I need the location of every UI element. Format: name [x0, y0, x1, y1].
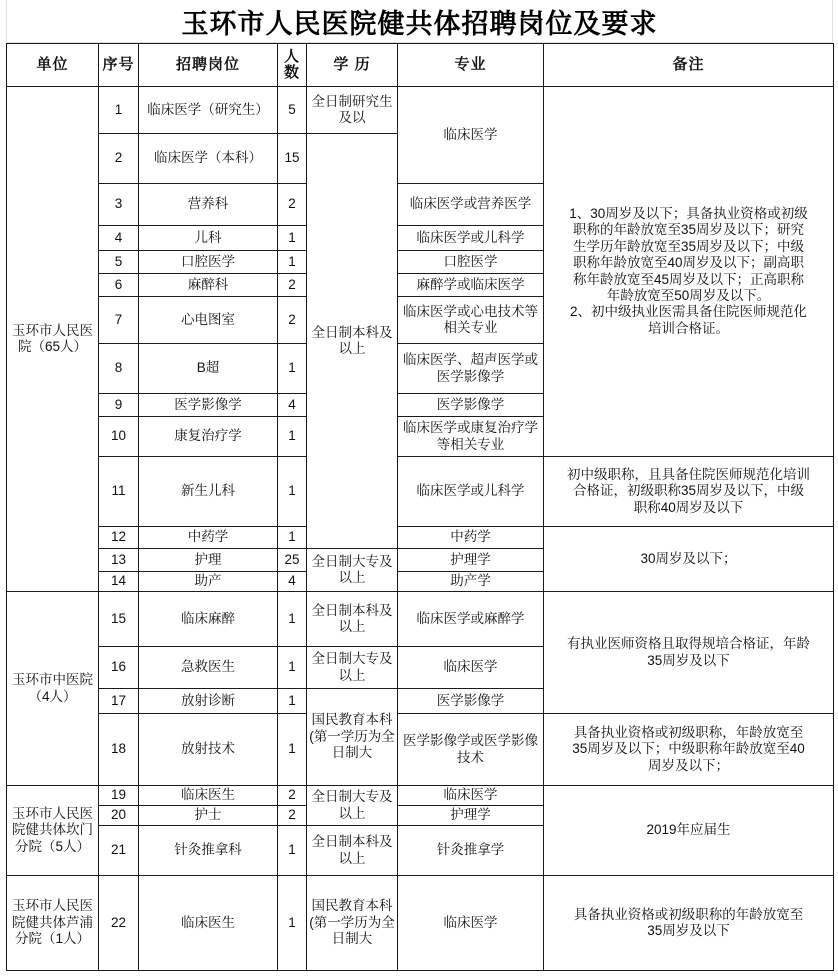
remark-line: 培训合格证。	[648, 320, 729, 336]
cell-position: 针灸推拿科	[139, 826, 278, 876]
cell-remarks-block2	[544, 457, 834, 527]
table-row	[7, 714, 834, 786]
cell-major: 临床医学或心电技术等相关专业	[398, 297, 544, 344]
cell-position: 新生儿科	[139, 457, 278, 527]
cell-position: 临床医生	[139, 786, 278, 806]
header-seq: 序号	[99, 44, 139, 87]
header-major: 专业	[398, 44, 544, 87]
cell-seq: 3	[99, 184, 139, 226]
remark-line: 称年龄放宽至45周岁及以下；正高职称	[572, 271, 804, 287]
cell-unit-2: 玉环市人民医院健共体坎门分院（5人）	[7, 786, 99, 876]
cell-remarks-block6	[544, 786, 834, 876]
remark-line: 初中级职称，且具备住院医师规范化培训	[567, 466, 810, 482]
cell-major: 临床医学或营养医学	[398, 184, 544, 226]
cell-remarks-block3	[544, 527, 834, 592]
cell-count: 2	[278, 806, 307, 826]
cell-position: 护理	[139, 549, 278, 572]
remark-line: 具备执业资格或初级职称，年龄放宽至	[573, 724, 804, 740]
cell-count: 1	[278, 714, 307, 786]
header-count	[278, 44, 307, 87]
cell-count: 1	[278, 344, 307, 394]
cell-position: 心电图室	[139, 297, 278, 344]
cell-education-bachelor: 全日制本科及以上	[307, 134, 398, 549]
cell-position: 营养科	[139, 184, 278, 226]
table-row	[7, 592, 834, 647]
cell-count: 1	[278, 876, 307, 971]
cell-position: 放射诊断	[139, 689, 278, 714]
cell-position: 中药学	[139, 527, 278, 549]
cell-major: 临床医学或康复治疗学等相关专业	[398, 417, 544, 457]
cell-count: 4	[278, 572, 307, 592]
cell-major: 针灸推拿学	[398, 826, 544, 876]
cell-position: 急救医生	[139, 647, 278, 689]
cell-seq: 8	[99, 344, 139, 394]
cell-seq: 14	[99, 572, 139, 592]
cell-education-grad: 全日制研究生及以	[307, 87, 398, 134]
header-remarks: 备注	[544, 44, 834, 87]
cell-remarks-block1	[544, 87, 834, 457]
remark-line: 有执业医师资格且取得规培合格证，年龄	[567, 636, 810, 652]
remark-line: 35周岁及以下	[647, 652, 730, 668]
cell-seq: 18	[99, 714, 139, 786]
cell-major: 临床医学或儿科学	[398, 226, 544, 251]
cell-seq: 6	[99, 274, 139, 297]
remark-line: 生学历年龄放宽至35周岁及以下；中级	[572, 238, 804, 254]
cell-seq: 7	[99, 297, 139, 344]
header-count-line1: 人	[283, 48, 300, 66]
cell-seq: 15	[99, 592, 139, 647]
cell-count: 2	[278, 786, 307, 806]
cell-major: 麻醉学或临床医学	[398, 274, 544, 297]
cell-seq: 12	[99, 527, 139, 549]
cell-seq: 22	[99, 876, 139, 971]
cell-position: 临床医生	[139, 876, 278, 971]
cell-education-national: 国民教育本科(第一学历为全日制大	[307, 689, 398, 786]
remark-line: 35周岁及以下；中级职称年龄放宽至40	[572, 741, 805, 757]
remark-line: 具备执业资格或初级职称的年龄放宽至	[573, 906, 804, 922]
cell-position: 临床麻醉	[139, 592, 278, 647]
header-education: 学 历	[307, 44, 398, 87]
cell-major: 临床医学	[398, 87, 544, 184]
cell-major: 医学影像学	[398, 394, 544, 417]
cell-seq: 2	[99, 134, 139, 184]
cell-unit-1: 玉环市中医院（4人）	[7, 592, 99, 786]
cell-position: 助产	[139, 572, 278, 592]
cell-seq: 11	[99, 457, 139, 527]
table-header-row	[7, 44, 834, 87]
cell-major: 护理学	[398, 549, 544, 572]
cell-major: 临床医学或麻醉学	[398, 592, 544, 647]
header-position: 招聘岗位	[139, 44, 278, 87]
table-row	[7, 457, 834, 527]
cell-count: 15	[278, 134, 307, 184]
cell-seq: 21	[99, 826, 139, 876]
cell-major: 临床医学	[398, 876, 544, 971]
cell-major: 临床医学、超声医学或医学影像学	[398, 344, 544, 394]
cell-position: 放射技术	[139, 714, 278, 786]
cell-major: 医学影像学或医学影像技术	[398, 714, 544, 786]
cell-education-college: 全日制大专及以上	[307, 786, 398, 826]
remark-line: 年龄放宽至50周岁及以下。	[606, 287, 771, 303]
cell-seq: 5	[99, 251, 139, 274]
table-row	[7, 786, 834, 806]
cell-position: 口腔医学	[139, 251, 278, 274]
cell-count: 1	[278, 527, 307, 549]
cell-count: 1	[278, 826, 307, 876]
cell-major: 临床医学	[398, 647, 544, 689]
remark-line: 2、初中级执业医需具备住院医师规范化	[569, 304, 807, 320]
cell-position: 医学影像学	[139, 394, 278, 417]
cell-seq: 17	[99, 689, 139, 714]
cell-education-bachelor: 全日制本科及以上	[307, 592, 398, 647]
cell-education-college: 全日制大专及以上	[307, 647, 398, 689]
cell-major: 临床医学	[398, 786, 544, 806]
cell-count: 1	[278, 226, 307, 251]
cell-major: 护理学	[398, 806, 544, 826]
remark-line: 2019年应届生	[646, 822, 731, 838]
cell-seq: 4	[99, 226, 139, 251]
cell-seq: 20	[99, 806, 139, 826]
remark-line: 1、30周岁及以下；具备执业资格或初级	[569, 205, 808, 221]
cell-count: 1	[278, 647, 307, 689]
cell-education-national: 国民教育本科(第一学历为全日制大	[307, 876, 398, 971]
cell-remarks-block4	[544, 592, 834, 714]
remark-line: 35周岁及以下	[647, 923, 730, 938]
cell-seq: 10	[99, 417, 139, 457]
cell-position: 康复治疗学	[139, 417, 278, 457]
remark-line: 职称的年龄放宽至35周岁及以下；研究	[572, 222, 804, 238]
cell-seq: 13	[99, 549, 139, 572]
remark-line: 周岁及以下；	[648, 757, 729, 773]
cell-count: 1	[278, 251, 307, 274]
page-title-band	[6, 0, 833, 43]
cell-major: 口腔医学	[398, 251, 544, 274]
cell-major: 医学影像学	[398, 689, 544, 714]
cell-remarks-block7	[544, 876, 834, 971]
cell-education-college: 全日制大专及以上	[307, 549, 398, 592]
table-row	[7, 87, 834, 134]
remark-line: 职称年龄放宽至40周岁及以下；副高职	[572, 255, 804, 271]
cell-count: 4	[278, 394, 307, 417]
cell-count: 2	[278, 274, 307, 297]
cell-seq: 19	[99, 786, 139, 806]
page-title: 玉环市人民医院健共体招聘岗位及要求	[181, 8, 658, 40]
cell-major: 助产学	[398, 572, 544, 592]
cell-position: 麻醉科	[139, 274, 278, 297]
cell-position: 临床医学（研究生）	[139, 87, 278, 134]
recruitment-table	[6, 43, 834, 971]
cell-seq: 1	[99, 87, 139, 134]
table-row	[7, 876, 834, 971]
cell-seq: 9	[99, 394, 139, 417]
table-row	[7, 527, 834, 549]
header-count-line2: 数	[283, 64, 300, 81]
cell-count: 1	[278, 592, 307, 647]
cell-count: 2	[278, 184, 307, 226]
cell-count: 5	[278, 87, 307, 134]
cell-unit-0: 玉环市人民医院（65人）	[7, 87, 99, 592]
cell-position: 临床医学（本科）	[139, 134, 278, 184]
cell-major: 中药学	[398, 527, 544, 549]
cell-position: 儿科	[139, 226, 278, 251]
cell-count: 1	[278, 689, 307, 714]
cell-remarks-block5	[544, 714, 834, 786]
remark-line: 合格证，初级职称35周岁及以下，中级	[572, 483, 804, 499]
remark-line: 30周岁及以下；	[640, 550, 737, 566]
cell-count: 2	[278, 297, 307, 344]
cell-position: B超	[139, 344, 278, 394]
cell-count: 1	[278, 457, 307, 527]
cell-position: 护士	[139, 806, 278, 826]
cell-count: 25	[278, 549, 307, 572]
cell-seq: 16	[99, 647, 139, 689]
cell-count: 1	[278, 417, 307, 457]
cell-major: 临床医学或儿科学	[398, 457, 544, 527]
cell-unit-3: 玉环市人民医院健共体芦浦分院（1人）	[7, 876, 99, 971]
cell-education-bachelor: 全日制本科及以上	[307, 826, 398, 876]
remark-line: 职称40周岁及以下	[633, 499, 744, 515]
header-unit: 单位	[7, 44, 99, 87]
